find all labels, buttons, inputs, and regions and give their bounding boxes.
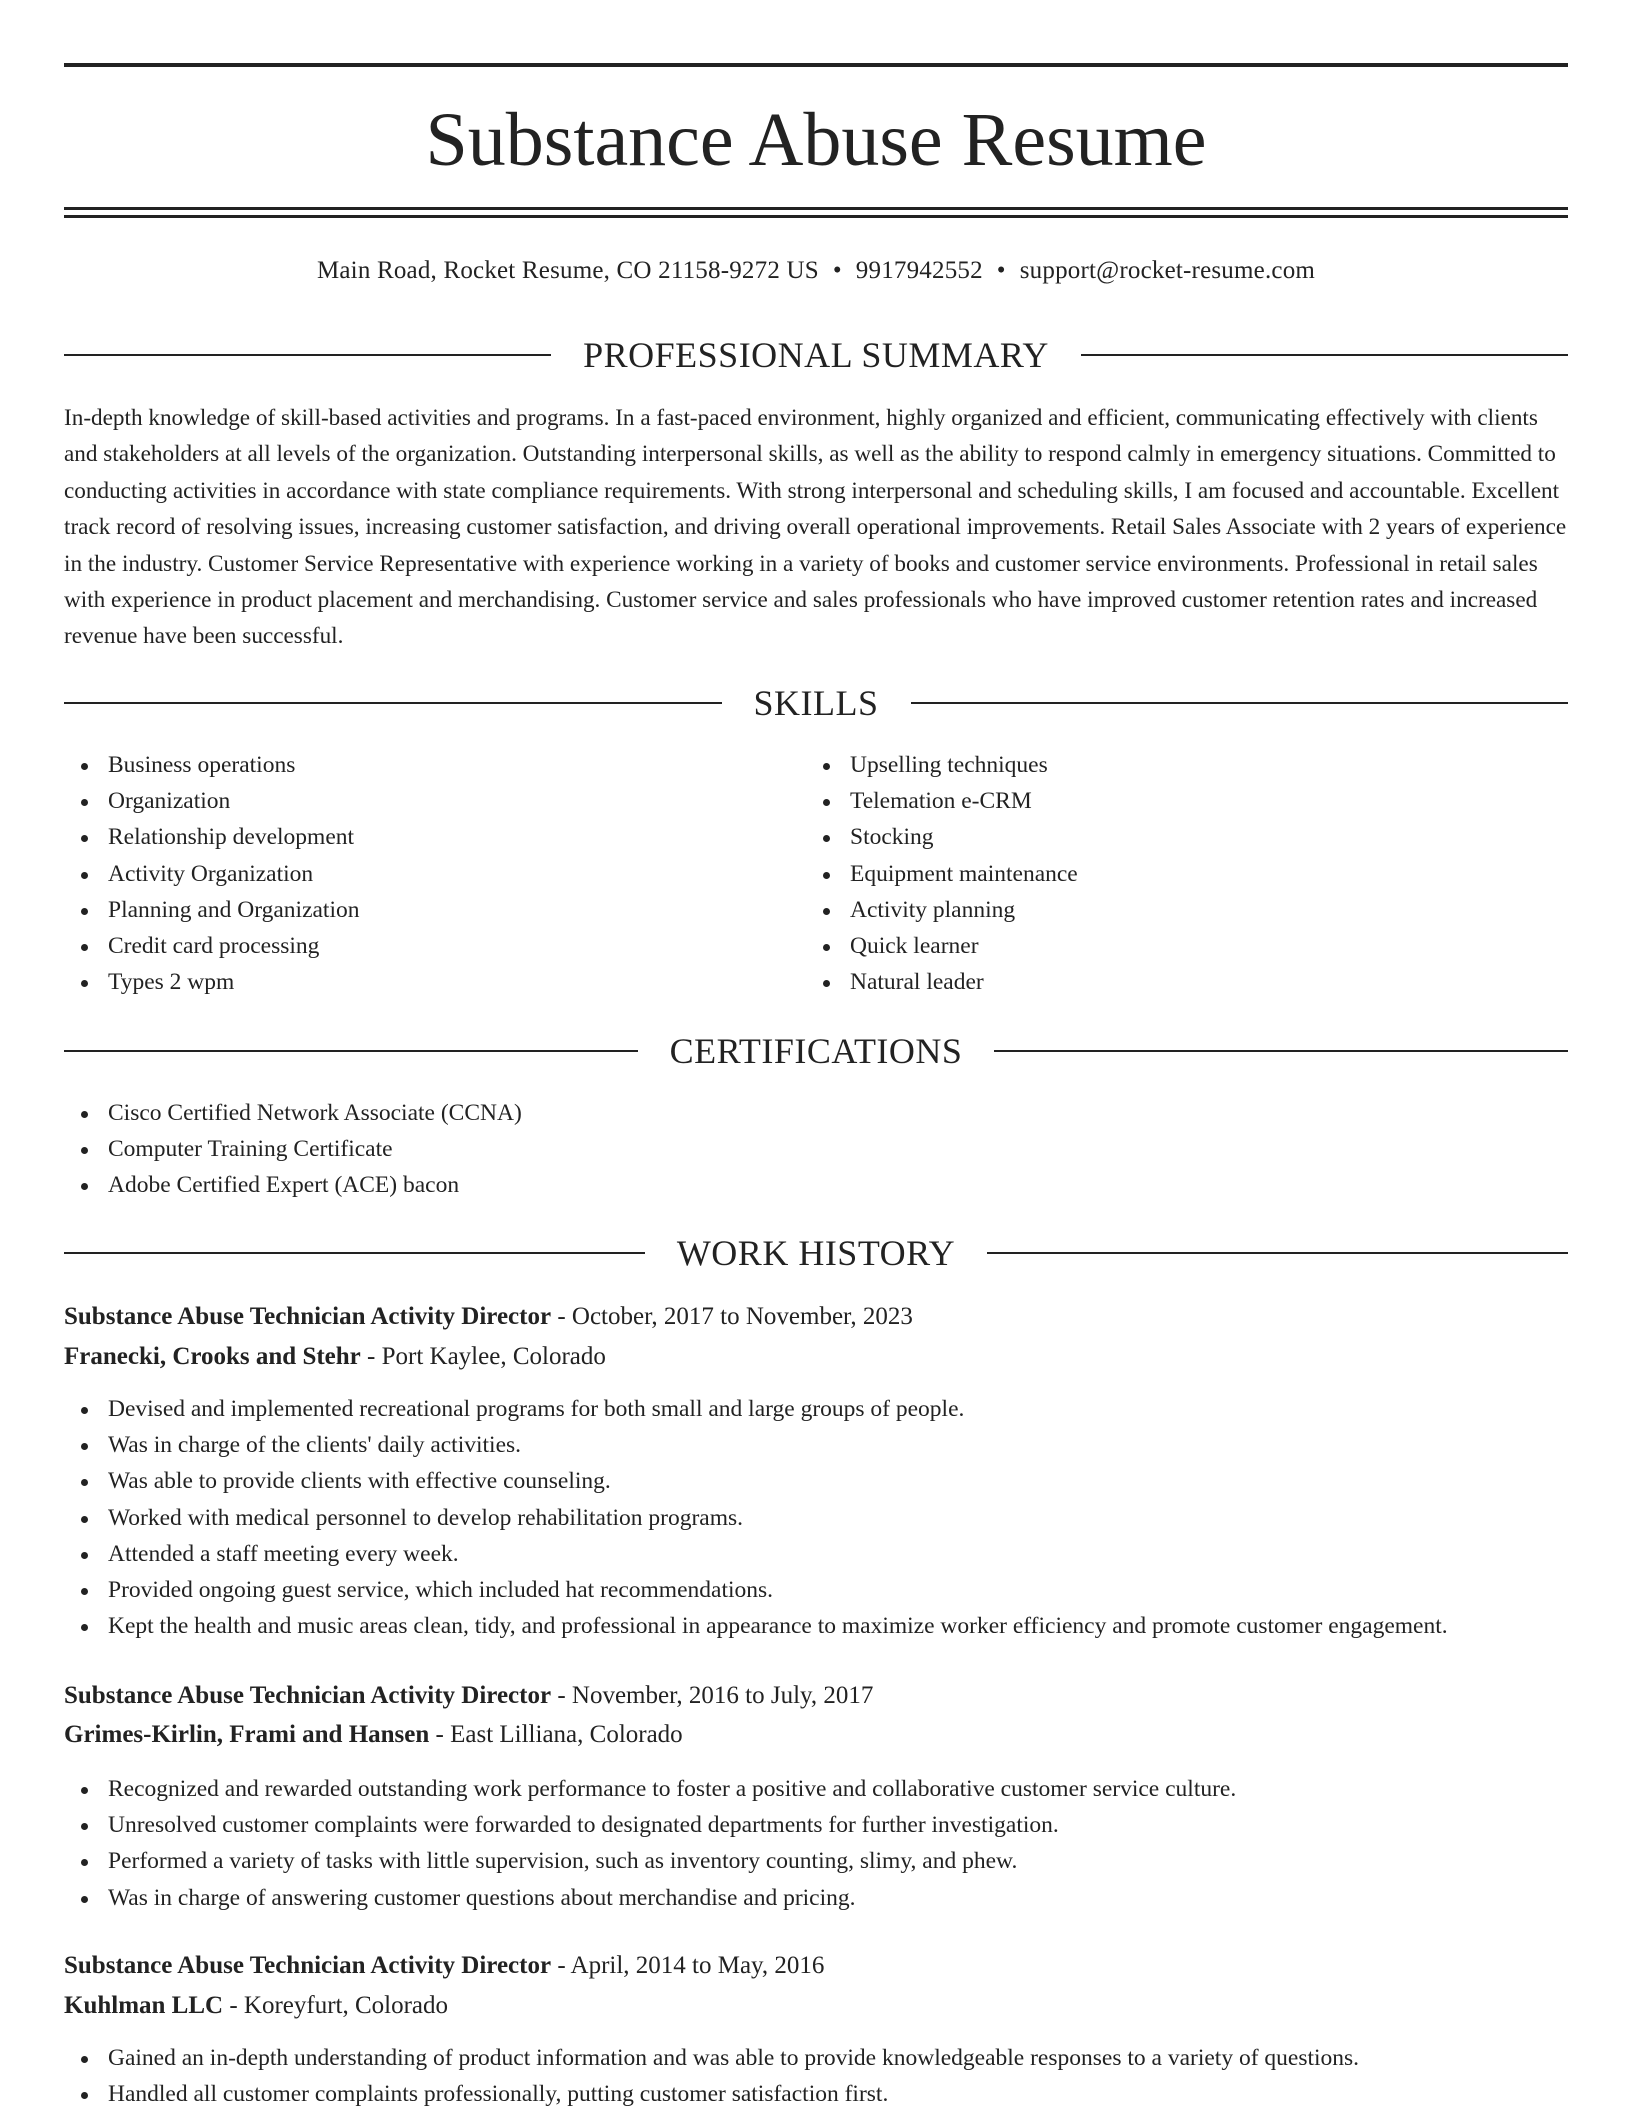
- job-bullet: Attended a staff meeting every week.: [64, 1536, 1448, 1572]
- job-location: - Port Kaylee, Colorado: [360, 1343, 606, 1370]
- job-bullet: Handled all customer complaints professionally, putting customer satisfaction first.: [64, 2076, 1359, 2112]
- job-bullet: Worked with medical personnel to develop rehabilitation programs.: [64, 1500, 1448, 1536]
- skill-item: Planning and Organization: [64, 892, 360, 928]
- title-rule-upper: [64, 207, 1568, 210]
- job-title: Substance Abuse Technician Activity Director: [64, 1682, 552, 1709]
- certification-item: Cisco Certified Network Associate (CCNA): [64, 1095, 522, 1131]
- certifications-list: [64, 1095, 522, 1204]
- section-divider: [64, 354, 551, 356]
- contact-phone: 9917942552: [855, 257, 983, 284]
- section-divider: [64, 1252, 645, 1254]
- job-title: Substance Abuse Technician Activity Director: [64, 1952, 552, 1979]
- job-dates: - April, 2014 to May, 2016: [551, 1952, 825, 1979]
- section-title: CERTIFICATIONS: [669, 1031, 963, 1071]
- job-bullet: Performed a variety of tasks with little supervision, such as inventory counting, slimy, and phew.: [64, 1843, 1236, 1879]
- summary-paragraph: In-depth knowledge of skill-based activities and programs. In a fast-paced environment, highly organized and efficient, communicating effectively with clients and stakeholders at all levels of the organization. Outstanding interpersonal skills, as well as the ability to respond calmly in emergency situations. Committed to conducting activities in accordance with state compliance requirements. With strong interpersonal and scheduling skills, I am focused and accountable. Excellent track record of resolving issues, increasing customer satisfaction, and driving overall operational improvements. Retail Sales Associate with 2 years of experience in the industry. Customer Service Representative with experience working in a variety of books and customer service environments. Professional in retail sales with experience in product placement and merchandising. Customer service and sales professionals who have improved customer retention rates and increased revenue have been successful.: [64, 405, 1567, 650]
- skill-item: Equipment maintenance: [806, 856, 1078, 892]
- section-header-certifications: [64, 1026, 1568, 1076]
- skill-item: Business operations: [64, 747, 360, 783]
- job-bullet: Provided ongoing guest service, which included hat recommendations.: [64, 1572, 1448, 1608]
- job-title: Substance Abuse Technician Activity Director: [64, 1303, 552, 1330]
- section-title: PROFESSIONAL SUMMARY: [583, 335, 1049, 375]
- section-divider: [987, 1252, 1568, 1254]
- skill-item: Types 2 wpm: [64, 964, 360, 1000]
- job-bullet: Devised and implemented recreational programs for both small and large groups of people.: [64, 1391, 1448, 1427]
- skill-item: Stocking: [806, 819, 1078, 855]
- section-header-skills: [64, 678, 1568, 728]
- job-bullet: Recognized and rewarded outstanding work performance to foster a positive and collaborative customer service culture.: [64, 1771, 1236, 1807]
- job-location: - Koreyfurt, Colorado: [223, 1992, 449, 2019]
- contact-email: support@rocket-resume.com: [1019, 257, 1316, 284]
- section-divider: [64, 702, 722, 704]
- skill-item: Organization: [64, 783, 360, 819]
- job-location: - East Lilliana, Colorado: [429, 1721, 683, 1748]
- job-company-line: [64, 1987, 448, 2025]
- section-divider: [1081, 354, 1568, 356]
- contact-address: Main Road, Rocket Resume, CO 21158-9272 US: [316, 257, 819, 284]
- section-divider: [911, 702, 1569, 704]
- title-rule-lower: [64, 215, 1568, 218]
- job-bullets: [64, 1391, 1448, 1644]
- job-bullets: [64, 1771, 1236, 1916]
- job-dates: - November, 2016 to July, 2017: [551, 1682, 874, 1709]
- contact-separator: •: [996, 257, 1006, 284]
- job-bullet: Was able to provide clients with effective counseling.: [64, 1463, 1448, 1499]
- skill-item: Relationship development: [64, 819, 360, 855]
- job-bullets: [64, 2040, 1359, 2112]
- skill-item: Activity Organization: [64, 856, 360, 892]
- skill-item: Quick learner: [806, 928, 1078, 964]
- job-company: Grimes-Kirlin, Frami and Hansen: [64, 1721, 430, 1748]
- skills-list-left: [64, 747, 360, 1000]
- skill-item: Natural leader: [806, 964, 1078, 1000]
- job-company-line: [64, 1338, 606, 1376]
- section-header-work-history: [64, 1228, 1568, 1278]
- job-title-line: [64, 1947, 824, 1985]
- job-bullet: Was in charge of answering customer questions about merchandise and pricing.: [64, 1880, 1236, 1916]
- top-rule: [64, 63, 1568, 67]
- skills-list-right: [806, 747, 1078, 1000]
- job-bullet: Was in charge of the clients' daily activities.: [64, 1427, 1448, 1463]
- certification-item: Adobe Certified Expert (ACE) bacon: [64, 1167, 522, 1203]
- job-company: Franecki, Crooks and Stehr: [64, 1343, 361, 1370]
- job-bullet: Gained an in-depth understanding of product information and was able to provide knowledgeable responses to a variety of questions.: [64, 2040, 1359, 2076]
- skill-item: Upselling techniques: [806, 747, 1078, 783]
- section-header-summary: [64, 330, 1568, 380]
- job-dates: - October, 2017 to November, 2023: [551, 1303, 913, 1330]
- skill-item: Credit card processing: [64, 928, 360, 964]
- job-bullet: Kept the health and music areas clean, tidy, and professional in appearance to maximize worker efficiency and promote customer engagement.: [64, 1608, 1448, 1644]
- section-divider: [64, 1050, 638, 1052]
- page-title: Substance Abuse Resume: [425, 98, 1207, 182]
- certification-item: Computer Training Certificate: [64, 1131, 522, 1167]
- job-company-line: [64, 1716, 683, 1754]
- skill-item: Telemation e-CRM: [806, 783, 1078, 819]
- job-title-line: [64, 1677, 873, 1715]
- job-company: Kuhlman LLC: [64, 1992, 224, 2019]
- section-title: WORK HISTORY: [676, 1233, 956, 1273]
- skill-item: Activity planning: [806, 892, 1078, 928]
- section-title: SKILLS: [753, 683, 879, 723]
- contact-line: [64, 253, 1568, 289]
- job-bullet: Unresolved customer complaints were forwarded to designated departments for further investigation.: [64, 1807, 1236, 1843]
- section-divider: [994, 1050, 1568, 1052]
- contact-separator: •: [832, 257, 842, 284]
- job-title-line: [64, 1298, 913, 1336]
